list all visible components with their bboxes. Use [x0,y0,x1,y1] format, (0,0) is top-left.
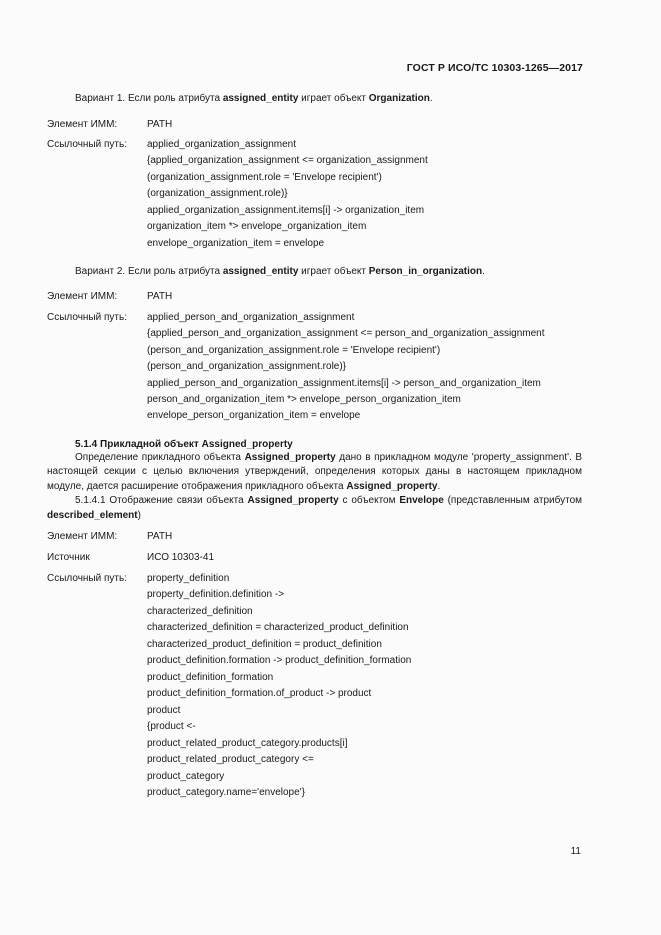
path-line: applied_organization_assignment [147,139,296,150]
path-line: (organization_assignment.role)} [147,188,288,199]
path-line: (person_and_organization_assignment.role = 'Envelope recipient') [147,345,441,356]
path-line: characterized_definition = characterized_product_definition [147,622,409,633]
path-line: property_definition.definition -> [147,589,285,600]
path-line: product [147,705,181,716]
path-line: product_definition_formation.of_product -> product [147,688,372,699]
section-heading: 5.1.4 Прикладной объект Assigned_property [75,439,293,450]
path-line: {applied_person_and_organization_assignment <= person_and_organization_assignment [147,328,545,339]
path-line: product_definition_formation [147,672,274,683]
variant-2-line: Вариант 2. Если роль атрибута assigned_entity играет объект Person_in_organization. [75,266,485,277]
path-line: (person_and_organization_assignment.role)} [147,361,347,372]
path-line: organization_item *> envelope_organization_item [147,221,367,232]
imm-element-value: PATH [147,291,173,302]
path-line: product_related_product_category <= [147,754,314,765]
path-line: product_definition.formation -> product_definition_formation [147,655,412,666]
document-header: ГОСТ Р ИСО/ТС 10303-1265—2017 [406,62,583,74]
imm-element-label: Элемент ИММ: [47,291,118,302]
path-line: characterized_definition [147,606,253,617]
paragraph-subsection: 5.1.4.1 Отображение связи объекта Assigned_property с объектом Envelope (представленным атрибутом described_element) [47,495,583,521]
path-line: person_and_organization_item *> envelope_person_organization_item [147,394,461,405]
path-line: characterized_product_definition = product_definition [147,639,382,650]
imm-element-label: Элемент ИММ: [47,531,118,542]
imm-element-value: PATH [147,531,173,542]
path-line: {applied_organization_assignment <= organization_assignment [147,155,428,166]
path-line: applied_person_and_organization_assignment.items[i] -> person_and_organization_item [147,378,541,389]
page-number: 11 [570,846,581,857]
path-line: product_category [147,771,225,782]
imm-element-value: PATH [147,119,173,130]
reference-path-label: Ссылочный путь: [47,312,127,323]
path-line: product_category.name='envelope'} [147,787,305,798]
source-value: ИСО 10303-41 [147,552,215,563]
path-line: envelope_organization_item = envelope [147,238,325,249]
path-line: applied_organization_assignment.items[i] -> organization_item [147,205,425,216]
path-line: (organization_assignment.role = 'Envelope recipient') [147,172,382,183]
path-line: property_definition [147,573,230,584]
section-body [47,451,582,523]
path-line: {product <- [147,721,196,732]
path-line: applied_person_and_organization_assignment [147,312,355,323]
reference-path-label: Ссылочный путь: [47,573,127,584]
variant-1-line: Вариант 1. Если роль атрибута assigned_entity играет объект Organization. [75,93,433,104]
reference-path-label: Ссылочный путь: [47,139,127,150]
source-label: Источник [47,552,90,563]
path-line: product_related_product_category.products[i] [147,738,348,749]
imm-element-label: Элемент ИММ: [47,119,118,130]
path-line: envelope_person_organization_item = envelope [147,410,361,421]
paragraph-definition: Определение прикладного объекта Assigned_property дано в прикладном модуле 'property_assignment'. В настоящей секции с целью включения утверждений, определения которых даны в настоящем прикладном модуле, дается расширение отображения прикладного объекта Assigned_property. [47,452,582,492]
